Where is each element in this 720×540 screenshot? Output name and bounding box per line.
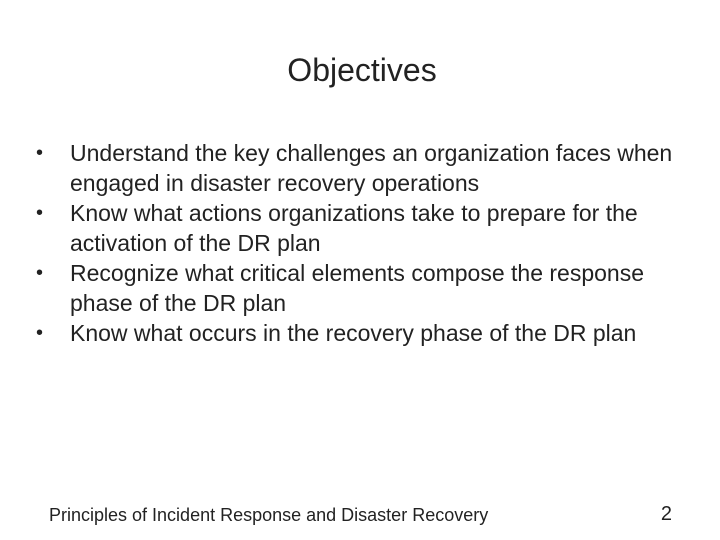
slide-title: Objectives xyxy=(287,52,437,88)
objectives-list xyxy=(36,138,696,348)
bullet-icon: • xyxy=(36,202,44,224)
bullet-icon: • xyxy=(36,142,44,164)
bullet-text: Know what occurs in the recovery phase of the DR plan xyxy=(70,320,637,346)
slide-footer: Principles of Incident Response and Disaster Recovery xyxy=(49,505,489,525)
list-item xyxy=(36,318,696,348)
bullet-text: Know what actions organizations take to prepare for the activation of the DR plan xyxy=(70,200,638,256)
list-item xyxy=(36,138,696,198)
list-item xyxy=(36,198,696,258)
bullet-text: Recognize what critical elements compose the response phase of the DR plan xyxy=(70,260,645,316)
list-item xyxy=(36,258,696,318)
bullet-icon: • xyxy=(36,322,44,344)
bullet-icon: • xyxy=(36,262,44,284)
bullet-text: Understand the key challenges an organization faces when engaged in disaster recovery operations xyxy=(70,140,673,196)
page-number: 2 xyxy=(660,503,672,525)
